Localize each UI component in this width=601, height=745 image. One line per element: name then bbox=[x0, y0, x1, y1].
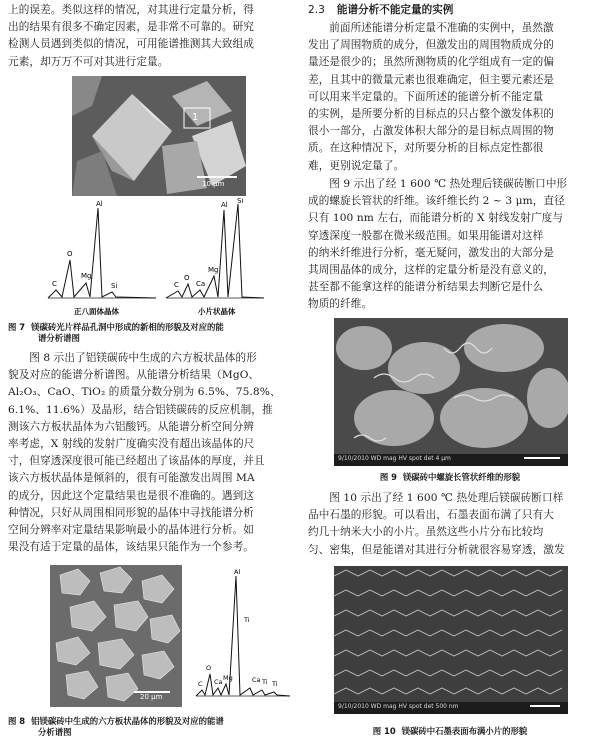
text-line: 图 8 示出了铝镁碳砖中生成的六方板状晶体的形 bbox=[29, 352, 257, 364]
peak-label: C bbox=[174, 281, 179, 289]
section-number: 2.3 bbox=[308, 4, 325, 16]
peak-label: Al bbox=[96, 200, 103, 208]
intro-paragraph bbox=[8, 2, 294, 71]
caption-text: 镁碳砖光片样品孔洞中形成的新相的形貌及对应的能 bbox=[31, 322, 224, 332]
caption-text: 分析谱图 bbox=[38, 727, 72, 737]
sem-info-bar: 9/10/2010 WD mag HV spot det 4 μm bbox=[338, 455, 451, 462]
peak-label: Si bbox=[111, 282, 118, 290]
peak-label: Al bbox=[234, 568, 241, 576]
caption-text: 谱分析谱图 bbox=[38, 333, 80, 343]
figure-7-spectra bbox=[38, 198, 268, 320]
peak-label: Ti bbox=[244, 616, 250, 624]
text-line: 甚至都不能拿这样的能谱分析结果去判断它是什么 bbox=[308, 281, 544, 294]
text-line: 差，且其中的微量元素也很难确定，但主要元素还是 bbox=[308, 73, 554, 86]
peak-label: C bbox=[198, 680, 203, 688]
figure-10-sem-image bbox=[334, 566, 568, 714]
text-line: 该六方板状晶体是倾斜的，很有可能激发出周围 MA bbox=[8, 472, 255, 485]
figure-number: 图 9 bbox=[379, 472, 397, 482]
peak-label: Ca bbox=[196, 280, 206, 288]
peak-label: Mg bbox=[81, 272, 92, 280]
text-line: 空间分辨率对定量结果影响最小的晶体进行分析。如 bbox=[8, 524, 254, 537]
text-line: 上的误差。类似这样的情况，对其进行定量分析，得 bbox=[8, 4, 254, 16]
fig8-paragraph bbox=[8, 350, 294, 556]
text-line: 图 10 示出了经 1 600 ℃ 热处理后镁碳砖断口样 bbox=[329, 492, 564, 504]
text-line: 元素，却万万不可对其进行定量。 bbox=[8, 55, 169, 68]
peak-label: Ti bbox=[272, 680, 278, 688]
text-line: 种情况，只好从周围相同形貌的晶体中寻找能谱分析 bbox=[8, 506, 254, 519]
text-line: 成的螺旋长管状的纤维。该纤维长约 2 ~ 3 μm，直径 bbox=[308, 195, 565, 208]
peak-label: Si bbox=[237, 198, 244, 205]
text-line: Al₂O₃、CaO、TiO₂ 的质量分数分别为 6.5%、75.8%、 bbox=[8, 386, 281, 399]
text-line: 检测人员遇到类似的情况，可用能谱推测其大致组成 bbox=[8, 38, 254, 51]
text-line: 图 9 示出了经 1 600 ℃ 热处理后镁碳砖断口中形 bbox=[329, 178, 568, 190]
figure-9-sem-image bbox=[334, 318, 568, 466]
sem-info-bar: 9/10/2010 WD mag HV spot det 500 nm bbox=[338, 703, 459, 710]
text-line: 穿透深度一般都在微米级范围。如果用能谱对这样 bbox=[308, 229, 544, 242]
text-line: 约几十纳米大小的小片。虽然这些小片分布比较均 bbox=[308, 526, 544, 539]
peak-label: O bbox=[206, 664, 212, 672]
spectrum-trace bbox=[196, 576, 290, 696]
figure-number: 图 8 bbox=[8, 716, 26, 726]
spectrum-left-caption: 正八面体晶体 bbox=[74, 307, 119, 316]
text-line: 可以用来半定量的。下面所述的能谱分析不能定量 bbox=[308, 90, 544, 103]
section-title: 能谱分析不能定量的实例 bbox=[336, 4, 454, 16]
text-line: 匀、密集，但是能谱对其进行分析就很容易穿透，激发 bbox=[308, 543, 565, 556]
scale-bar-label: 20 μm bbox=[140, 693, 163, 701]
text-line: 测该六方板状晶体为六铝酸钙。从能谱分析空间分辨 bbox=[8, 420, 254, 433]
text-line: 发出了周围物质的成分，但激发出的周围物质成分的 bbox=[308, 39, 554, 52]
section-heading bbox=[308, 2, 453, 19]
figure-7-caption bbox=[8, 322, 294, 344]
spectrum-right-trace bbox=[166, 204, 264, 298]
text-line: 量还是很少的；虽然所测物质的化学组成有一定的偏 bbox=[308, 56, 554, 69]
figure-number: 图 10 bbox=[372, 726, 396, 736]
peak-label: C bbox=[52, 280, 57, 288]
paragraph-3 bbox=[308, 490, 592, 559]
text-line: 前面所述能谱分析定量不准确的实例中，虽然激 bbox=[329, 22, 554, 34]
peak-label: Al bbox=[221, 201, 228, 209]
text-line: 率考虑，X 射线的发射广度确实没有超出该晶体的尺 bbox=[8, 438, 255, 451]
spectrum-right-caption: 小片状晶体 bbox=[198, 307, 236, 316]
figure-8-sem-image bbox=[50, 565, 182, 707]
caption-text: 镁碳砖中螺旋长管状纤维的形貌 bbox=[402, 472, 521, 482]
text-line: 果没有适于定量的晶体，该结果只能作为一个参考。 bbox=[8, 541, 254, 554]
spectrum-left-trace bbox=[48, 208, 156, 298]
paragraph-1 bbox=[308, 20, 592, 175]
text-line: 貌及对应的能谱分析谱图。从能谱分析结果（MgO、 bbox=[8, 369, 260, 382]
text-line: 质。在这种情况下，对所要分析的目标点定性都很 bbox=[308, 142, 544, 155]
figure-8-caption bbox=[8, 716, 294, 738]
peak-label: Mg bbox=[208, 266, 219, 274]
scale-bar-label: 10 μm bbox=[202, 180, 225, 188]
peak-label: Ca bbox=[252, 676, 261, 684]
text-line: 寸，但穿透深度很可能已经超出了该晶体的厚度，并且 bbox=[8, 455, 265, 468]
text-line: 其周围晶体的成分，这样的定量分析是没有意义的， bbox=[308, 264, 554, 277]
text-line: 难，更别说定量了。 bbox=[308, 159, 405, 172]
text-line: 6.1%、11.6%）及晶形，结合铝镁碳砖的反应机制，推 bbox=[8, 403, 273, 416]
text-line: 物质的纤维。 bbox=[308, 298, 373, 311]
peak-label: O bbox=[184, 274, 190, 282]
text-line: 的实例，是所要分析的目标点的只占整个激发体积的 bbox=[308, 108, 554, 121]
figure-8-spectrum bbox=[192, 566, 292, 708]
text-line: 品中石墨的形貌。可以看出，石墨表面布满了只有大 bbox=[308, 509, 554, 522]
figure-number: 图 7 bbox=[8, 322, 26, 332]
peak-label: Ca bbox=[214, 678, 223, 686]
caption-text: 铝镁碳砖中生成的六方板状晶体的形貌及对应的能谱 bbox=[31, 716, 224, 726]
figure-7-sem-image bbox=[72, 76, 246, 196]
peak-label: Ti bbox=[262, 678, 268, 686]
caption-text: 镁碳砖中石墨表面布满小片的形貌 bbox=[401, 726, 528, 736]
text-line: 只有 100 nm 左右，而能谱分析的 X 射线发射广度与 bbox=[308, 212, 564, 225]
paragraph-2 bbox=[308, 176, 592, 314]
text-line: 出的结果有很多不确定因素，是非常不可靠的。研究 bbox=[8, 21, 254, 34]
region-label: 1 bbox=[192, 112, 199, 123]
peak-label: Mg bbox=[223, 674, 233, 682]
figure-10-caption bbox=[308, 726, 592, 737]
text-line: 的纳米纤维进行分析，毫无疑问，激发出的大部分是 bbox=[308, 246, 554, 259]
figure-9-caption bbox=[308, 472, 592, 483]
text-line: 的成分，因此这个定量结果也是很不准确的。遇到这 bbox=[8, 489, 254, 502]
text-line: 很小一部分，占激发体积大部分的是目标点周围的物 bbox=[308, 125, 554, 138]
peak-label: O bbox=[67, 250, 73, 258]
